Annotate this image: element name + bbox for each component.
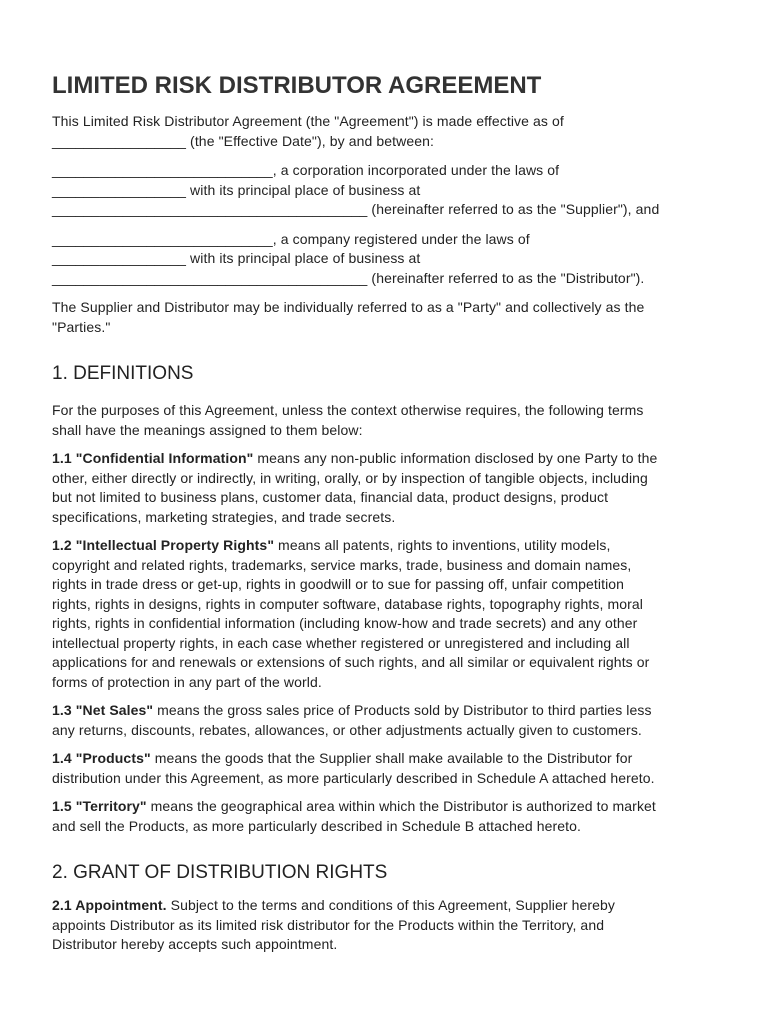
definition-text: means the geographical area within which the Distributor is authorized to market	[146, 798, 656, 814]
definition-term: 1.1 "Confidential Information"	[52, 450, 254, 466]
distributor-line: ____________________________, a company registered under the laws of	[52, 230, 530, 247]
definition-products	[52, 749, 718, 788]
supplier-paragraph	[52, 161, 718, 220]
definitions-intro-line: For the purposes of this Agreement, unless the context otherwise requires, the following terms	[52, 402, 644, 418]
definition-intellectual-property-rights	[52, 536, 718, 692]
definition-text: means all patents, rights to inventions, utility models,	[274, 537, 611, 553]
document-title: LIMITED RISK DISTRIBUTOR AGREEMENT	[52, 72, 542, 99]
definition-line: applications for and renewals or extensions of such rights, and all similar or equivalent rights or	[52, 654, 650, 670]
definition-line: intellectual property rights, in each case whether registered or unregistered and including all	[52, 634, 630, 651]
distributor-line: ________________________________________ (hereinafter referred to as the "Distributor").	[52, 269, 645, 286]
parties-line: The Supplier and Distributor may be individually referred to as a "Party" and collectively as the	[52, 299, 645, 315]
section-heading-grant: 2. GRANT OF DISTRIBUTION RIGHTS	[52, 862, 388, 883]
clause-appointment	[52, 896, 718, 955]
definition-line: distribution under this Agreement, as more particularly described in Schedule A attached hereto.	[52, 769, 655, 786]
clause-text: Subject to the terms and conditions of this Agreement, Supplier hereby	[166, 897, 615, 913]
definitions-intro-line: shall have the meanings assigned to them below:	[52, 421, 363, 438]
definition-line: rights, rights in confidential information (including know-how and trade secrets) and any other	[52, 615, 638, 631]
section-heading-definitions: 1. DEFINITIONS	[52, 363, 194, 384]
definition-line: any returns, discounts, rebates, allowances, or other adjustments actually given to customers.	[52, 721, 642, 738]
definition-territory	[52, 797, 718, 836]
clause-line: appoints Distributor as its limited risk distributor for the Products within the Territory, and	[52, 916, 605, 933]
definition-line: specifications, marketing strategies, and trade secrets.	[52, 508, 396, 525]
intro-paragraph	[52, 112, 718, 151]
definition-term: 1.5 "Territory"	[52, 798, 147, 814]
definition-line: rights, rights in designs, rights in computer software, database rights, topography rights, moral	[52, 595, 643, 612]
definition-confidential-information	[52, 449, 718, 527]
intro-line: This Limited Risk Distributor Agreement (the "Agreement") is made effective as of	[52, 113, 564, 129]
supplier-line: _________________ with its principal place of business at	[52, 181, 421, 198]
clause-line: Distributor hereby accepts such appointment.	[52, 936, 338, 952]
definition-term: 1.3 "Net Sales"	[52, 702, 154, 718]
definition-term: 1.2 "Intellectual Property Rights"	[52, 537, 275, 553]
parties-paragraph	[52, 298, 718, 337]
definitions-intro	[52, 401, 718, 440]
clause-term: 2.1 Appointment.	[52, 897, 167, 913]
definition-text: means the gross sales price of Products sold by Distributor to third parties less	[153, 702, 652, 718]
definition-net-sales	[52, 701, 718, 740]
distributor-line: _________________ with its principal place of business at	[52, 250, 421, 266]
parties-line: "Parties."	[52, 318, 111, 335]
definition-line: other, either directly or indirectly, in writing, orally, or by inspection of tangible objects, including	[52, 469, 648, 486]
supplier-line: ________________________________________ (hereinafter referred to as the "Supplier"), and	[52, 201, 660, 217]
distributor-paragraph	[52, 230, 718, 289]
definition-line: and sell the Products, as more particularly described in Schedule B attached hereto.	[52, 817, 582, 834]
definition-line: rights in trade dress or get-up, rights in goodwill or to sue for passing off, unfair competition	[52, 576, 625, 592]
definition-line: forms of protection in any part of the world.	[52, 673, 322, 690]
definition-line: copyright and related rights, trademarks, service marks, trade, business and domain names,	[52, 556, 632, 573]
intro-line: _________________ (the "Effective Date"), by and between:	[52, 132, 434, 149]
supplier-line: ____________________________, a corporation incorporated under the laws of	[52, 162, 560, 178]
definition-text: means any non-public information disclosed by one Party to the	[253, 450, 658, 466]
definition-term: 1.4 "Products"	[52, 750, 151, 766]
definition-text: means the goods that the Supplier shall make available to the Distributor for	[150, 750, 633, 766]
definition-line: but not limited to business plans, customer data, financial data, product designs, product	[52, 489, 609, 505]
